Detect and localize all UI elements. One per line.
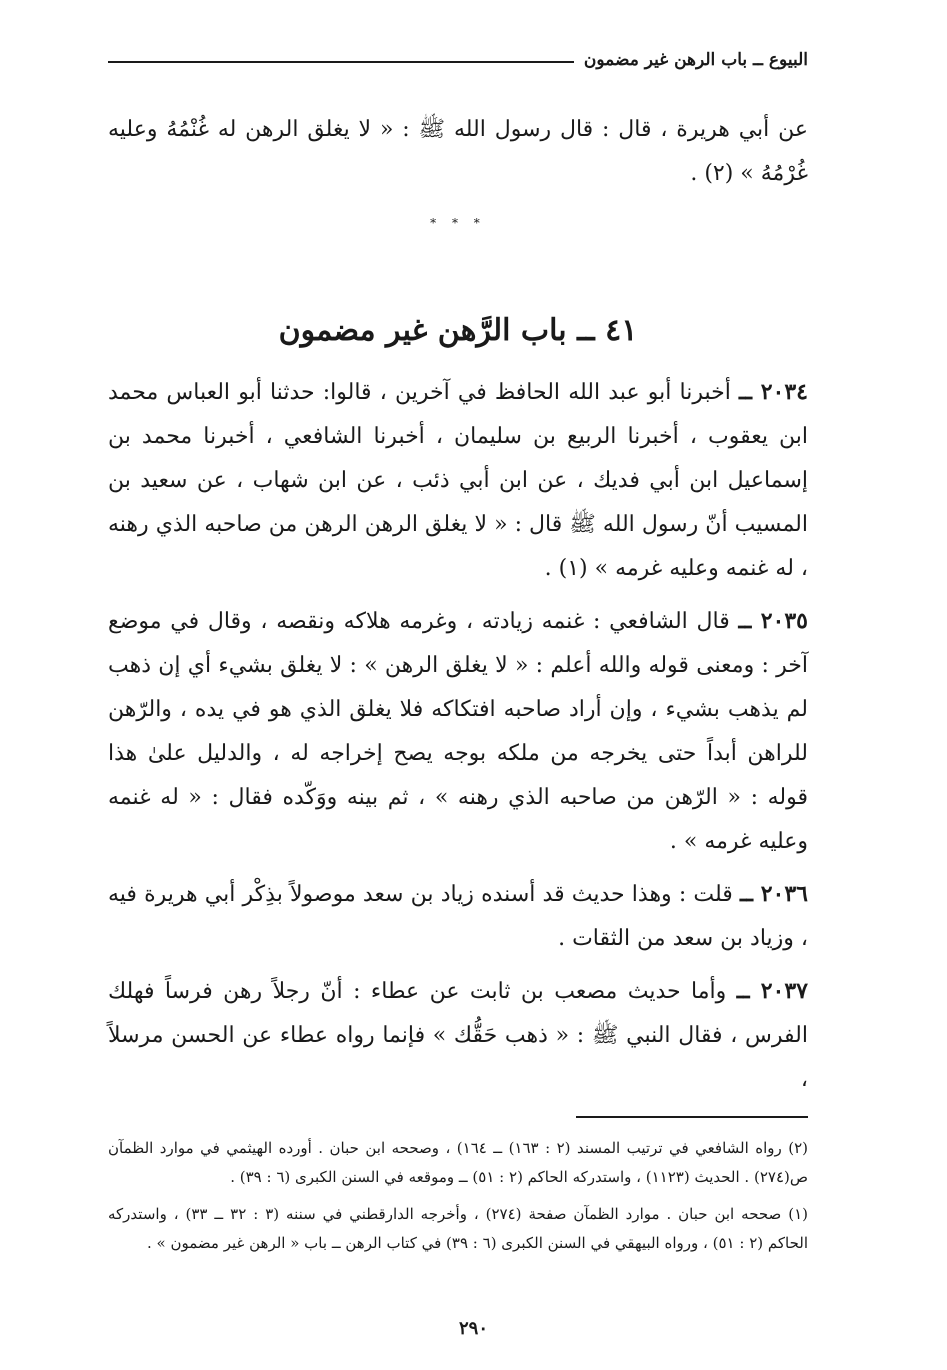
hadith-block-2036 xyxy=(108,872,808,961)
hadith-text: قلت : وهذا حديث قد أسنده زياد بن سعد موصولاً بذِكْر أبي هريرة فيه ، وزياد بن سعد من الثقات . xyxy=(108,882,808,951)
section-separator: * * * xyxy=(430,216,486,230)
hadith-number: ٢٠٣٥ ــ xyxy=(738,608,808,634)
hadith-text: وأما حديث مصعب بن ثابت عن عطاء : أنّ رجلاً رهن فرساً فهلك الفرس ، فقال النبي ﷺ : « ذهب حَقُّك » فإنما رواه عطاء عن الحسن مرسلاً ، xyxy=(108,979,808,1092)
footnote-divider xyxy=(576,1116,808,1118)
running-header xyxy=(108,40,808,80)
chapter-title: ٤١ ــ باب الرَّهن غير مضمون xyxy=(278,313,638,348)
running-title: البيوع ــ باب الرهن غير مضمون xyxy=(583,50,808,70)
hadith-paragraph xyxy=(108,370,808,591)
page-number: ٢٩٠ xyxy=(458,1318,488,1339)
hadith-number: ٢٠٣٤ ــ xyxy=(739,379,808,405)
continued-paragraph: عن أبي هريرة ، قال : قال رسول الله ﷺ : « لا يغلق الرهن له غُنْمُهُ وعليه غُرْمُهُ » (٢) . xyxy=(108,117,808,186)
hadith-block-2034 xyxy=(108,370,808,591)
hadith-text: قال الشافعي : غنمه زيادته ، وغرمه هلاكه ونقصه ، وقال في موضع آخر : ومعنى قوله والله أعلم : « لا يغلق الرهن » : لا يغلق بشيء أي إن ذهب لم يذهب بشيء ، وإن أراد صاحبه افتكاكه فلا يغلق الذي هو في يده ، والرّهن للراهن أبداً حتى يخرجه من ملكه بوجه يصح إخراجه له ، والدليل علىٰ هذا قوله : « الرّهن من صاحبه الذي رهنه » ، ثم بينه ووَكّده فقال : « له غنمه وعليه غرمه » . xyxy=(108,609,808,854)
hadith-block-2035 xyxy=(108,599,808,864)
footnote-1: (١) صححه ابن حبان . موارد الظمآن صفحة (٢٧٤) ، وأخرجه الدارقطني في سننه (٣ : ٣٢ ــ ٣٣) ، واستدركه الحاكم (٢ : ٥١) ، ورواه البيهقي في السنن الكبرى (٦ : ٣٩) في كتاب الرهن ــ باب « الرهن غير مضمون » . xyxy=(108,1205,808,1252)
hadith-number: ٢٠٣٦ ــ xyxy=(740,881,808,907)
hadith-paragraph xyxy=(108,969,808,1102)
book-page xyxy=(108,40,808,1266)
header-rule xyxy=(108,61,574,63)
hadith-number: ٢٠٣٧ ــ xyxy=(736,978,808,1004)
hadith-text: أخبرنا أبو عبد الله الحافظ في آخرين ، قالوا: حدثنا أبو العباس محمد ابن يعقوب ، أخبرنا الربيع بن سليمان ، أخبرنا الشافعي ، أخبرنا محمد بن إسماعيل ابن أبي فديك ، عن ابن أبي ذئب ، عن ابن شهاب ، عن سعيد بن المسيب أنّ رسول الله ﷺ قال : « لا يغلق الرهن الرهن من صاحبه الذي رهنه ، له غنمه وعليه غرمه » (١) . xyxy=(108,380,808,581)
hadith-paragraph xyxy=(108,872,808,961)
hadith-paragraph xyxy=(108,599,808,864)
footnote-2: (٢) رواه الشافعي في ترتيب المسند (٢ : ١٦٣) ــ ١٦٤) ، وصححه ابن حبان . أورده الهيثمي في موارد الظمآن ص(٢٧٤) . الحديث (١١٢٣) ، واستدركه الحاكم (٢ : ٥١) ــ وموقعه في السنن الكبرى (٦ : ٣٩) . xyxy=(108,1139,808,1186)
hadith-block-2037 xyxy=(108,969,808,1102)
